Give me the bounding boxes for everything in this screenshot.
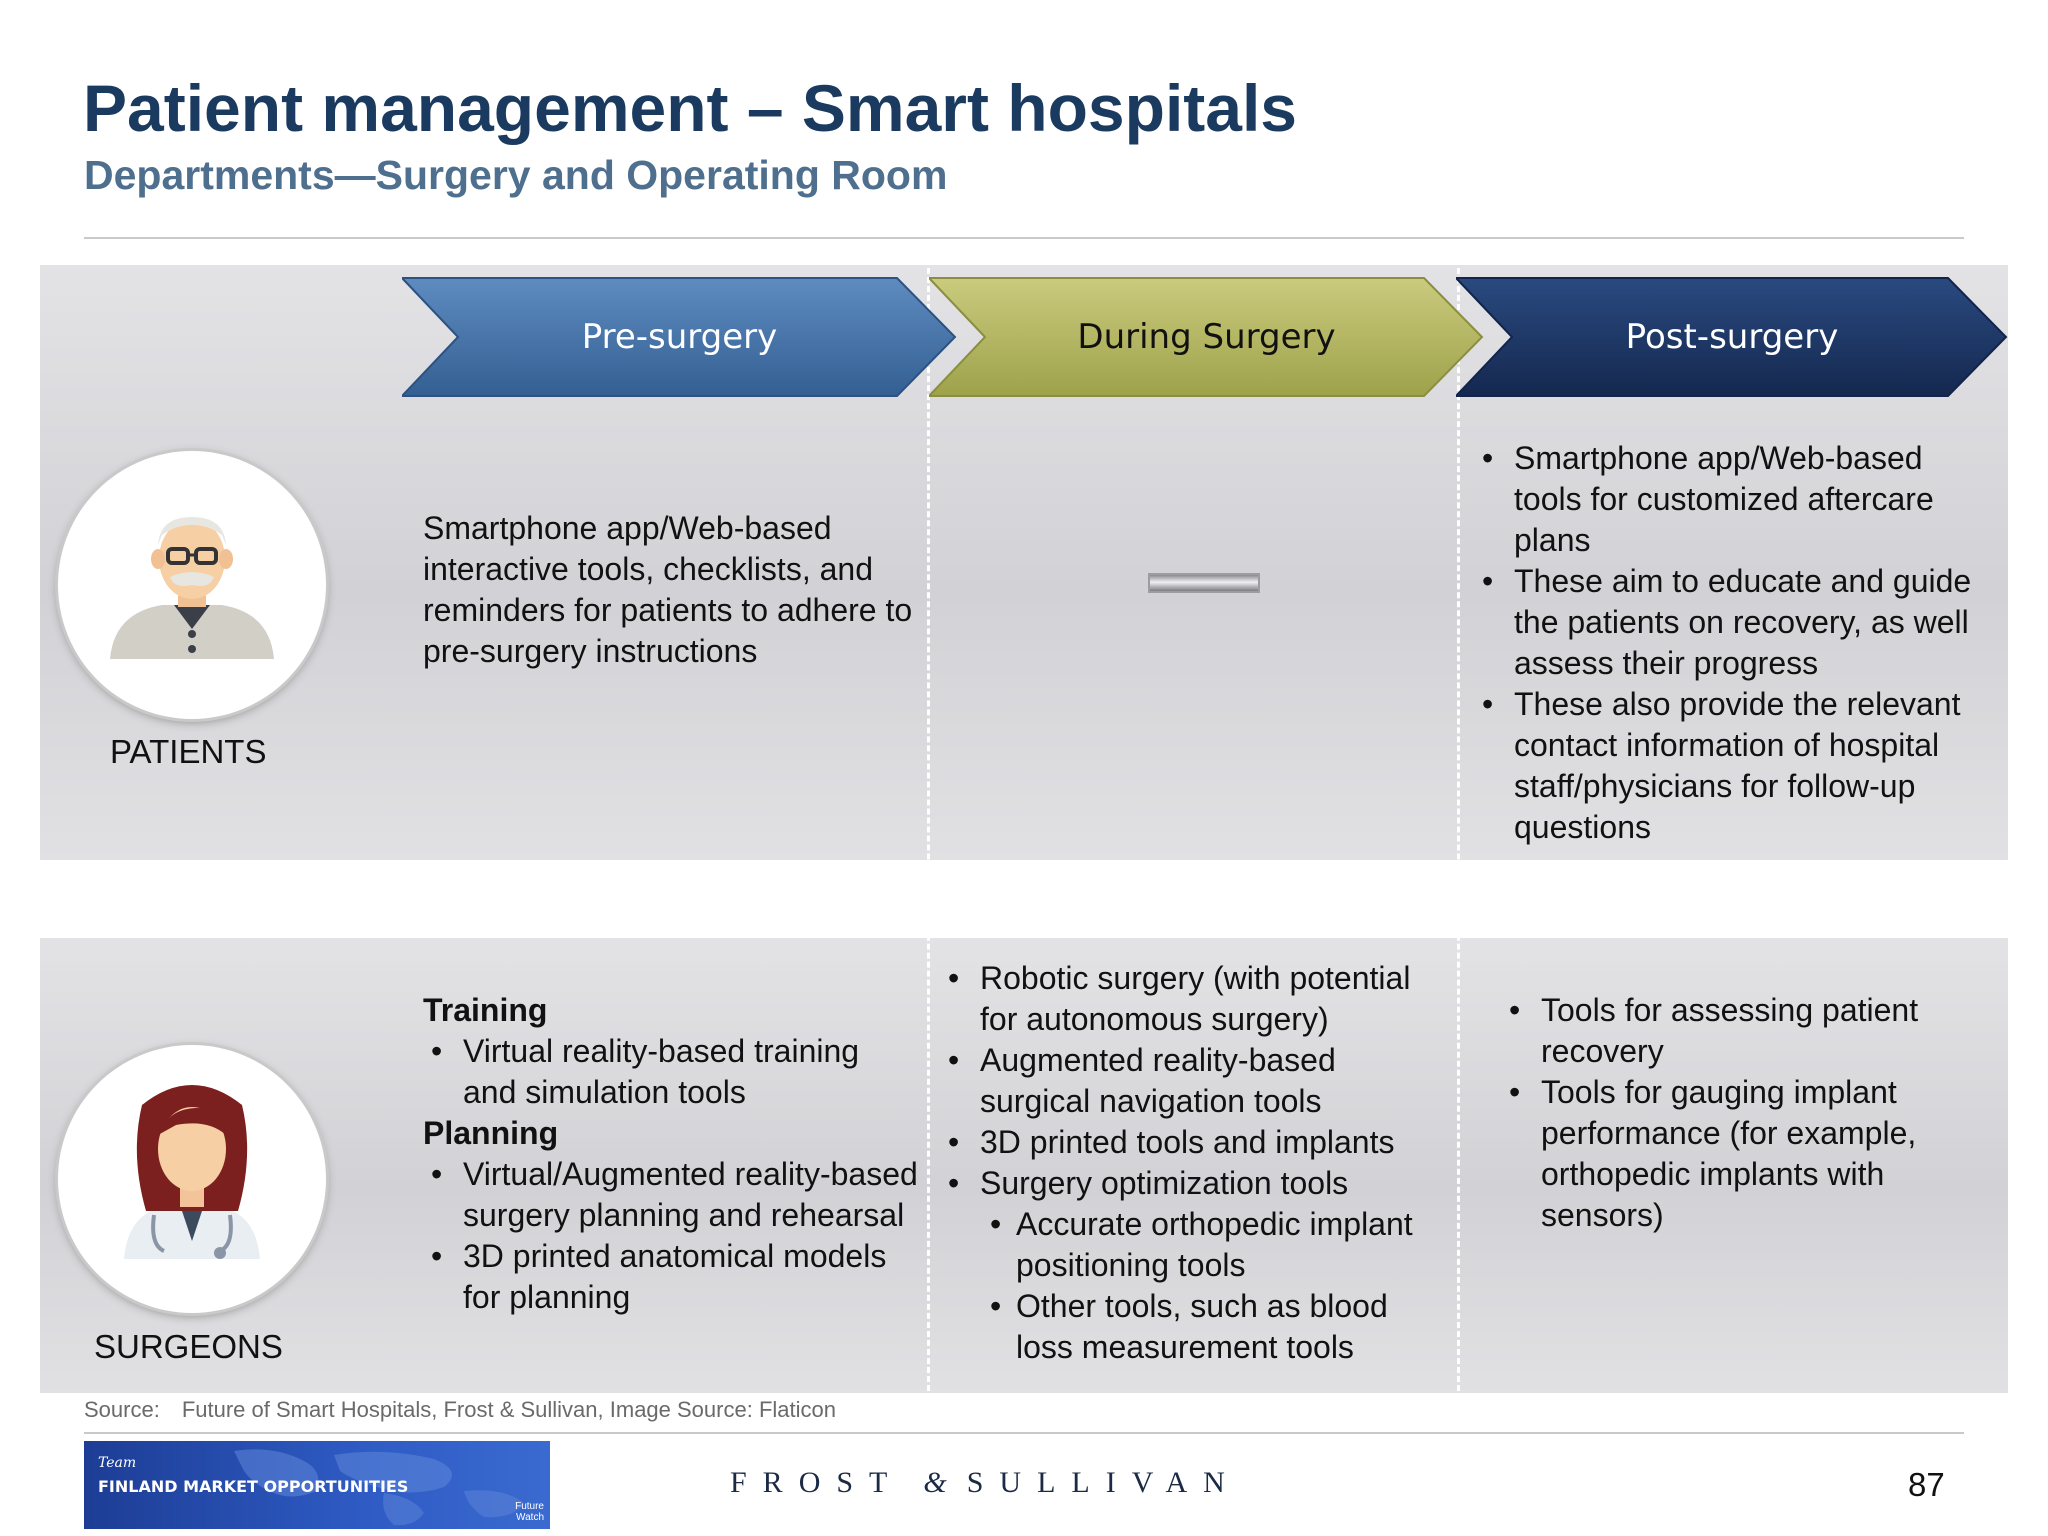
logo-team-text: Team [98,1455,137,1471]
stage-label: Post-surgery [1625,317,1839,357]
row-label-surgeons: SURGEONS [94,1328,283,1365]
source-text: Future of Smart Hospitals, Frost & Sullivan, Image Source: Flaticon [181,1397,836,1422]
brand-left: FROST [730,1466,904,1499]
stage-arrow-during-surgery [929,276,1484,398]
list-item: • 3D printed tools and implants [940,1122,1450,1163]
list-item: • 3D printed anatomical models for planning [423,1236,918,1318]
planning-heading: Planning [423,1115,559,1151]
list-item: • These aim to educate and guide the patients on recovery, as well assess their progress [1474,561,1994,684]
page-subtitle: Departments—Surgery and Operating Room [84,152,948,198]
dash-icon [1148,573,1260,593]
surgeons-post-surgery-list [1501,990,1991,1236]
list-item: • Surgery optimization tools [940,1163,1450,1204]
stage-label: Pre-surgery [581,317,778,357]
column-divider [1457,268,1460,1391]
list-item: • Smartphone app/Web-based tools for customized aftercare plans [1474,438,1994,561]
page-number: 87 [1908,1466,1945,1503]
elderly-patient-icon [58,451,326,719]
logo-small-text: Future Watch [515,1501,544,1523]
row-label-patients: PATIENTS [110,733,267,770]
source-label: Source: [84,1397,160,1422]
patients-post-surgery-list [1474,438,1994,848]
brand-amp: & [923,1466,947,1499]
stage-arrow-post-surgery [1456,276,2008,398]
stage-label: During Surgery [1077,317,1336,357]
list-item: • Virtual reality-based training and simulation tools [423,1031,918,1113]
frost-sullivan-brand [730,1466,1241,1500]
list-item: • Virtual/Augmented reality-based surgery planning and rehearsal [423,1154,918,1236]
sub-list-item: • Other tools, such as blood loss measurement tools [940,1286,1450,1368]
patient-avatar [58,451,326,719]
surgeon-doctor-icon [58,1045,326,1313]
logo-title-text: FINLAND MARKET OPPORTUNITIES [98,1477,409,1496]
column-divider [927,268,930,1391]
training-heading: Training [423,992,548,1028]
list-item: • Tools for gauging implant performance (for example, orthopedic implants with sensors) [1501,1072,1991,1236]
finland-market-logo [84,1441,550,1529]
brand-right: SULLIVAN [966,1466,1241,1499]
stage-arrow-pre-surgery [402,276,957,398]
surgeons-pre-surgery-list [423,990,918,1318]
list-item: • Tools for assessing patient recovery [1501,990,1991,1072]
surgeons-during-surgery-list [940,958,1450,1368]
sub-list-item: • Accurate orthopedic implant positioning tools [940,1204,1450,1286]
source-note [84,1397,836,1423]
header-divider [84,237,1964,239]
patients-pre-surgery-text: Smartphone app/Web-based interactive tools, checklists, and reminders for patients to adhere to pre-surgery instructions [423,510,913,669]
surgeon-avatar [58,1045,326,1313]
page-title: Patient management – Smart hospitals [83,71,1298,145]
footer-divider [84,1432,1964,1434]
list-item: • These also provide the relevant contact information of hospital staff/physicians for follow-up questions [1474,684,1994,848]
list-item: • Robotic surgery (with potential for autonomous surgery) [940,958,1450,1040]
list-item: • Augmented reality-based surgical navigation tools [940,1040,1450,1122]
